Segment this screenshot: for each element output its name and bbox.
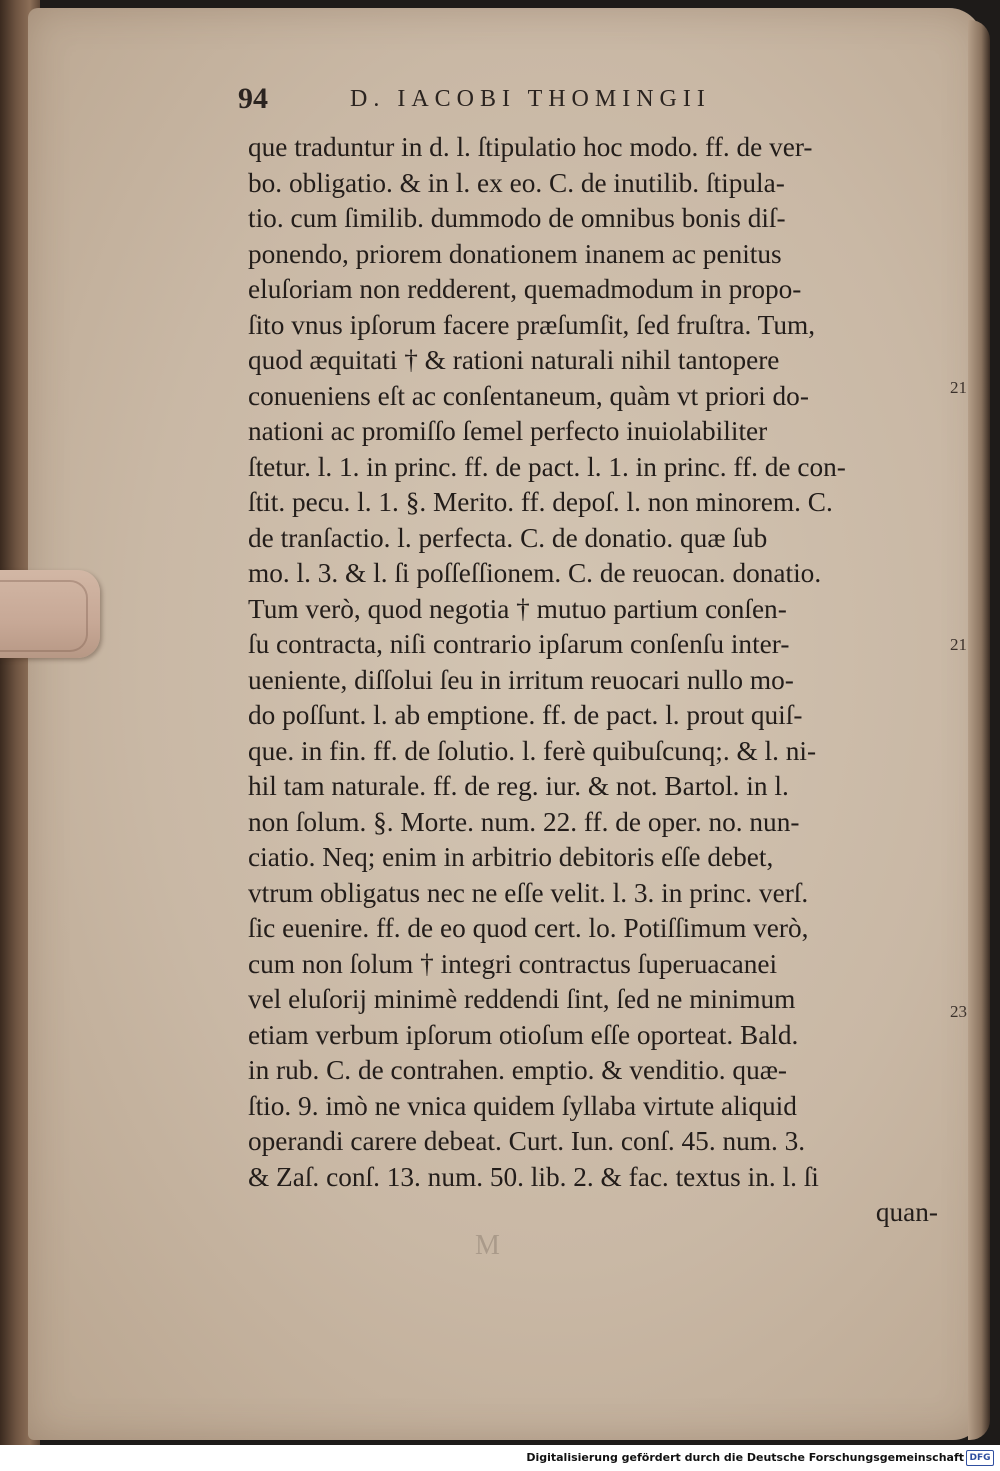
margin-number: 23 [950,1002,967,1021]
text-line: nationi ac promiſſo ſemel perfecto inuiolabiliter [248,416,768,446]
text-line: de tranſactio. l. perfecta. C. de donatio. quæ ſub [248,522,768,553]
catchword: quan- [875,1197,938,1227]
page-header [238,82,838,122]
text-line: que. in fin. ff. de ſolutio. l. ferè quibuſcunq;. & l. ni- [248,735,817,766]
dfg-logo: DFG [966,1450,994,1466]
text-line: mo. l. 3. & l. ſi poſſeſſionem. C. de reuocan. donatio. [248,558,822,588]
faint-signature-mark: M [475,1230,500,1261]
text-line: Tum verò, quod negotia † mutuo partium conſen- [248,593,787,624]
text-line: bo. obligatio. & in l. ex eo. C. de inutilib. ſtipula- [248,167,785,198]
running-title: D. IACOBI THOMINGII [350,86,711,112]
clasp-inner-border [0,580,88,652]
text-line: conueniens eſt ac conſentaneum, quàm vt priori do- [248,380,809,411]
text-line: vtrum obligatus nec ne eſſe velit. l. 3. in princ. verſ. [248,877,809,908]
text-line: quod æquitati † & rationi naturali nihil tantopere [248,345,780,375]
margin-number: 21 [950,635,967,654]
page-number: 94 [238,82,268,115]
text-line: que traduntur in d. l. ſtipulatio hoc modo. ff. de ver- [248,132,813,162]
text-line: ſtit. pecu. l. 1. §. Merito. ff. depoſ. l. non minorem. C. [248,487,833,517]
footer-credit: Digitalisierung gefördert durch die Deutsche Forschungsgemeinschaft [526,1451,964,1464]
text-line: eluſoriam non redderent, quemadmodum in propo- [248,274,802,304]
text-line: operandi carere debeat. Curt. Iun. conſ. 45. num. 3. [248,1126,806,1156]
text-line: tio. cum ſimilib. dummodo de omnibus bonis diſ- [248,203,786,233]
text-line: non ſolum. §. Morte. num. 22. ff. de oper. no. nun- [248,806,800,837]
text-line: ciatio. Neq; enim in arbitrio debitoris eſſe debet, [248,842,774,872]
text-line: ponendo, priorem donationem inanem ac penitus [248,238,782,269]
footer-bar [0,1445,1000,1471]
text-line: ſito vnus ipſorum facere præſumſit, ſed fruſtra. Tum, [248,309,816,340]
margin-number: 21 [950,378,967,397]
text-line: etiam verbum ipſorum otioſum eſſe oporteat. Bald. [248,1019,799,1050]
text-line: ueniente, diſſolui ſeu in irritum reuocari nullo mo- [248,664,794,695]
body-text [248,130,948,1231]
text-line: do poſſunt. l. ab emptione. ff. de pact. l. prout quiſ- [248,700,803,730]
text-line: & Zaſ. conſ. 13. num. 50. lib. 2. & fac. textus in. l. ſi [248,1161,819,1192]
text-line: vel eluſorij minimè reddendi ſint, ſed ne minimum [248,984,796,1014]
text-line: hil tam naturale. ff. de reg. iur. & not. Bartol. in l. [248,771,789,801]
text-line: cum non ſolum † integri contractus ſuperuacanei [248,948,778,979]
text-line: ſtio. 9. imò ne vnica quidem ſyllaba virtute aliquid [248,1090,797,1121]
text-line: ſic euenire. ff. de eo quod cert. lo. Potiſſimum verò, [248,913,809,943]
text-line: ſtetur. l. 1. in princ. ff. de pact. l. 1. in princ. ff. de con- [248,451,846,482]
text-line: ſu contracta, niſi contrario ipſarum conſenſu inter- [248,629,790,659]
text-line: in rub. C. de contrahen. emptio. & venditio. quæ- [248,1055,788,1085]
page-fore-edge [968,20,990,1440]
book-clasp [0,570,100,658]
